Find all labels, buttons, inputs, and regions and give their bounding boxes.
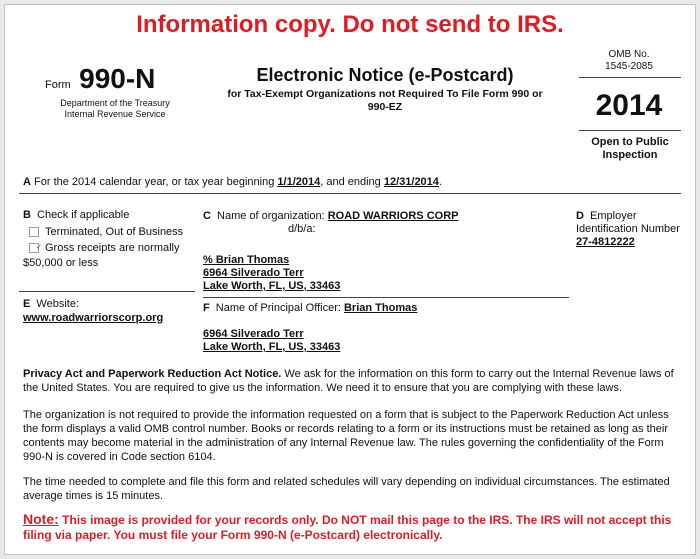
section-e xyxy=(23,297,198,325)
officer-value: Brian Thomas xyxy=(343,302,418,314)
omb-number: 1545-2085 xyxy=(605,61,653,72)
section-c-divider xyxy=(203,297,569,298)
section-a-text-3: . xyxy=(438,176,442,188)
gross-receipts-label: Gross receipts are normally $50,000 or less xyxy=(23,242,180,269)
section-d xyxy=(576,210,686,249)
section-b-label: Check if applicable xyxy=(37,209,130,221)
privacy-heading: Privacy Act and Paperwork Reduction Act Notice. xyxy=(23,368,282,380)
open-to-public-label: Open to Public Inspection xyxy=(591,136,669,161)
website-value[interactable]: www.roadwarriorscorp.org xyxy=(23,312,164,324)
year-divider xyxy=(579,130,681,131)
ein-value: 27-4812222 xyxy=(576,236,635,248)
time-estimate-paragraph: The time needed to complete and file this form and related schedules will vary depending on individual circumstances. The estimated average times is 15 minutes. xyxy=(23,476,670,502)
section-a-text-2: , and ending xyxy=(320,176,381,188)
gross-receipts-checkbox[interactable]: ✓ xyxy=(29,243,39,253)
section-b-letter: B xyxy=(23,209,31,221)
care-of-value: % Brian Thomas xyxy=(203,254,290,266)
department-line-1: Department of the Treasury xyxy=(60,98,170,108)
section-c xyxy=(203,210,573,293)
ein-label: Employer Identification Number xyxy=(576,210,680,235)
note-text: This image is provided for your records only. Do NOT mail this page to the IRS. The IRS will not accept this filing via paper. You must file your Form 990-N (e-Postcard) electronically. xyxy=(23,513,672,542)
terminated-label: Terminated, Out of Business xyxy=(45,226,184,238)
tax-year: 2014 xyxy=(595,89,663,122)
section-b-divider xyxy=(19,291,195,292)
section-a xyxy=(23,176,442,188)
omb-divider xyxy=(579,77,681,78)
omb-block xyxy=(575,49,683,73)
department-label xyxy=(45,98,185,120)
form-number: 990-N xyxy=(79,63,156,94)
tax-year-begin-date: 1/1/2014 xyxy=(277,176,321,188)
department-line-2: Internal Revenue Service xyxy=(64,109,166,119)
information-copy-banner: Information copy. Do not send to IRS. xyxy=(136,11,564,38)
form-word: Form xyxy=(45,79,71,91)
omb-label: OMB No. xyxy=(608,49,650,60)
paperwork-paragraph: The organization is not required to provide the information requested on a form that is subject to the Paperwork Reduction Act unless the form displays a valid OMB control number. Books or records relating to a form or its instructions must be retained as long as their contents may become material in the administration of any Internal Revenue law. The rules governing the confidentiality of the Form 990-N is covered in Code section 6104. xyxy=(23,409,669,463)
form-subtitle: for Tax-Exempt Organizations not Required To File Form 990 or 990-EZ xyxy=(227,88,543,113)
note-box xyxy=(23,512,685,543)
form-title: Electronic Notice (e-Postcard) xyxy=(256,65,514,85)
terminated-checkbox[interactable] xyxy=(29,227,39,237)
section-b xyxy=(23,208,193,271)
privacy-text: We ask for the information on this form to carry out the Internal Revenue laws of the United States. You are required to give us the information. We need it to ensure that you are complying with these laws. xyxy=(23,368,674,394)
section-d-letter: D xyxy=(576,210,584,222)
org-street-value: 6964 Silverado Terr xyxy=(203,267,304,279)
tax-year-end-date: 12/31/2014 xyxy=(383,176,439,188)
section-a-divider xyxy=(19,193,681,194)
section-e-letter: E xyxy=(23,298,31,310)
form-number-block xyxy=(45,63,185,95)
privacy-notice xyxy=(23,367,683,395)
org-city-value: Lake Worth, FL, US, 33463 xyxy=(203,280,341,292)
org-name-label: Name of organization: xyxy=(217,210,325,222)
note-label: Note: xyxy=(23,511,59,527)
section-a-letter: A xyxy=(23,176,31,188)
dba-label: d/b/a: xyxy=(288,223,316,235)
org-name-value: ROAD WARRIORS CORP xyxy=(327,210,459,222)
officer-city-value: Lake Worth, FL, US, 33463 xyxy=(203,341,341,353)
section-c-letter: C xyxy=(203,210,211,222)
officer-street-value: 6964 Silverado Terr xyxy=(203,328,304,340)
section-f xyxy=(203,302,573,354)
website-label: Website: xyxy=(36,298,79,310)
form-page xyxy=(4,4,696,555)
section-a-text-1: For the 2014 calendar year, or tax year beginning xyxy=(34,176,275,188)
section-f-letter: F xyxy=(203,302,210,314)
officer-label: Name of Principal Officer: xyxy=(215,302,341,314)
